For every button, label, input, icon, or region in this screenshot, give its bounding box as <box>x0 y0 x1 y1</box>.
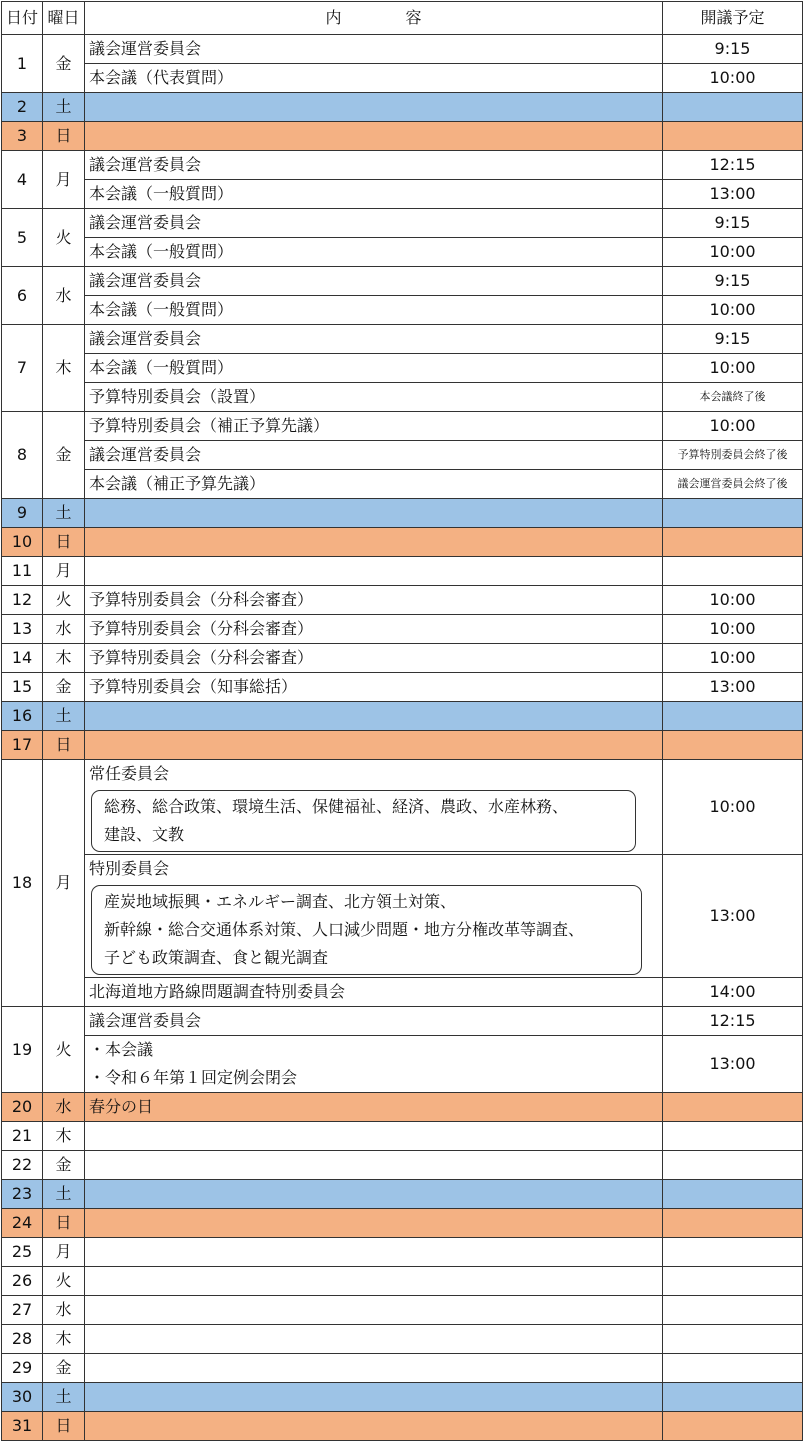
date-cell: 30 <box>2 1383 43 1412</box>
content-cell <box>85 122 663 151</box>
content-cell <box>85 557 663 586</box>
special-committee-bracket <box>91 885 642 975</box>
special-committee-line: 新幹線・総合交通体系対策、人口減少問題・地方分権改革等調査、 <box>104 920 585 939</box>
table-row <box>2 702 803 731</box>
date-cell: 27 <box>2 1296 43 1325</box>
date-cell: 21 <box>2 1122 43 1151</box>
table-row <box>2 557 803 586</box>
content-cell: 予算特別委員会（補正予算先議） <box>85 412 663 441</box>
time-cell <box>663 1122 803 1151</box>
content-cell: 議会運営委員会 <box>85 441 663 470</box>
content-cell <box>85 1296 663 1325</box>
date-cell: 16 <box>2 702 43 731</box>
content-cell <box>85 1267 663 1296</box>
table-row <box>2 586 803 615</box>
time-cell: 9:15 <box>663 35 803 64</box>
time-cell: 9:15 <box>663 209 803 238</box>
special-committee-title: 特別委員会 <box>89 859 170 878</box>
content-cell <box>85 731 663 760</box>
weekday-cell: 木 <box>43 644 85 673</box>
time-cell <box>663 1267 803 1296</box>
time-cell: 12:15 <box>663 1007 803 1036</box>
content-cell <box>85 1354 663 1383</box>
content-cell: 予算特別委員会（設置） <box>85 383 663 412</box>
time-cell <box>663 1383 803 1412</box>
date-cell: 20 <box>2 1093 43 1122</box>
content-cell <box>85 1209 663 1238</box>
time-cell: 議会運営委員会終了後 <box>663 470 803 499</box>
table-row <box>2 731 803 760</box>
table-row <box>2 267 803 296</box>
time-cell: 10:00 <box>663 615 803 644</box>
weekday-cell: 日 <box>43 1209 85 1238</box>
standing-committee-title: 常任委員会 <box>89 764 170 783</box>
weekday-cell: 土 <box>43 702 85 731</box>
time-cell: 13:00 <box>663 855 803 978</box>
date-cell: 23 <box>2 1180 43 1209</box>
weekday-cell: 火 <box>43 209 85 267</box>
time-cell: 10:00 <box>663 586 803 615</box>
weekday-cell: 水 <box>43 615 85 644</box>
table-row <box>2 180 803 209</box>
content-cell <box>85 1412 663 1441</box>
content-cell: 本会議（一般質問） <box>85 354 663 383</box>
table-row <box>2 441 803 470</box>
weekday-cell: 金 <box>43 35 85 93</box>
header-row <box>2 2 803 35</box>
special-committee-cell <box>85 855 663 978</box>
table-row <box>2 1180 803 1209</box>
time-cell <box>663 93 803 122</box>
table-row <box>2 644 803 673</box>
table-row <box>2 93 803 122</box>
time-cell: 10:00 <box>663 64 803 93</box>
content-cell: 本会議（一般質問） <box>85 296 663 325</box>
time-cell: 10:00 <box>663 644 803 673</box>
time-cell <box>663 557 803 586</box>
time-cell <box>663 528 803 557</box>
time-cell: 10:00 <box>663 354 803 383</box>
weekday-cell: 月 <box>43 151 85 209</box>
date-cell: 10 <box>2 528 43 557</box>
content-cell: 議会運営委員会 <box>85 325 663 354</box>
weekday-cell: 木 <box>43 325 85 412</box>
content-cell <box>85 1238 663 1267</box>
content-cell: 議会運営委員会 <box>85 151 663 180</box>
date-cell: 3 <box>2 122 43 151</box>
content-cell: 北海道地方路線問題調査特別委員会 <box>85 978 663 1007</box>
content-cell <box>85 1122 663 1151</box>
time-cell: 13:00 <box>663 1036 803 1093</box>
table-row <box>2 528 803 557</box>
weekday-cell: 火 <box>43 1267 85 1296</box>
content-cell: 春分の日 <box>85 1093 663 1122</box>
weekday-cell: 土 <box>43 93 85 122</box>
content-cell: 本会議（一般質問） <box>85 238 663 267</box>
date-cell: 22 <box>2 1151 43 1180</box>
date-cell: 4 <box>2 151 43 209</box>
date-cell: 1 <box>2 35 43 93</box>
table-row <box>2 151 803 180</box>
weekday-cell: 水 <box>43 267 85 325</box>
weekday-cell: 月 <box>43 1238 85 1267</box>
weekday-cell: 火 <box>43 1007 85 1093</box>
table-row <box>2 412 803 441</box>
weekday-cell: 日 <box>43 1412 85 1441</box>
date-cell: 11 <box>2 557 43 586</box>
weekday-cell: 日 <box>43 528 85 557</box>
date-cell: 13 <box>2 615 43 644</box>
table-row <box>2 1412 803 1441</box>
time-cell: 9:15 <box>663 267 803 296</box>
plenary-line: ・令和６年第１回定例会閉会 <box>89 1068 298 1087</box>
table-row <box>2 296 803 325</box>
weekday-cell: 金 <box>43 1354 85 1383</box>
content-cell <box>85 1151 663 1180</box>
content-cell <box>85 1325 663 1354</box>
content-cell: 議会運営委員会 <box>85 267 663 296</box>
weekday-cell: 金 <box>43 1151 85 1180</box>
weekday-cell: 日 <box>43 122 85 151</box>
time-cell <box>663 1151 803 1180</box>
table-row <box>2 383 803 412</box>
date-cell: 5 <box>2 209 43 267</box>
content-cell <box>85 1383 663 1412</box>
content-cell: 議会運営委員会 <box>85 35 663 64</box>
time-cell: 10:00 <box>663 296 803 325</box>
content-cell: 予算特別委員会（知事総括） <box>85 673 663 702</box>
table-row <box>2 1093 803 1122</box>
content-cell: 本会議（代表質問） <box>85 64 663 93</box>
table-row <box>2 1151 803 1180</box>
date-cell: 17 <box>2 731 43 760</box>
special-committee-line: 産炭地域振興・エネルギー調査、北方領土対策、 <box>104 892 457 911</box>
standing-committee-line: 建設、文教 <box>104 825 185 844</box>
standing-committee-cell <box>85 760 663 855</box>
weekday-cell: 金 <box>43 412 85 499</box>
date-cell: 19 <box>2 1007 43 1093</box>
weekday-cell: 水 <box>43 1093 85 1122</box>
table-row <box>2 760 803 855</box>
header-content: 内 容 <box>85 2 663 35</box>
date-cell: 9 <box>2 499 43 528</box>
table-row <box>2 1383 803 1412</box>
table-row <box>2 1238 803 1267</box>
weekday-cell: 土 <box>43 1383 85 1412</box>
date-cell: 26 <box>2 1267 43 1296</box>
weekday-cell: 火 <box>43 586 85 615</box>
time-cell <box>663 1180 803 1209</box>
table-row <box>2 855 803 978</box>
weekday-cell: 土 <box>43 499 85 528</box>
table-row <box>2 325 803 354</box>
date-cell: 12 <box>2 586 43 615</box>
table-row <box>2 499 803 528</box>
weekday-cell: 土 <box>43 1180 85 1209</box>
time-cell: 9:15 <box>663 325 803 354</box>
date-cell: 29 <box>2 1354 43 1383</box>
table-row <box>2 1296 803 1325</box>
content-cell <box>85 528 663 557</box>
date-cell: 15 <box>2 673 43 702</box>
weekday-cell: 水 <box>43 1296 85 1325</box>
table-row <box>2 1354 803 1383</box>
time-cell <box>663 731 803 760</box>
content-cell <box>85 499 663 528</box>
time-cell <box>663 499 803 528</box>
time-cell: 13:00 <box>663 673 803 702</box>
date-cell: 6 <box>2 267 43 325</box>
table-row <box>2 470 803 499</box>
time-cell: 10:00 <box>663 238 803 267</box>
table-row <box>2 1036 803 1093</box>
table-row <box>2 35 803 64</box>
table-row <box>2 354 803 383</box>
time-cell <box>663 1354 803 1383</box>
table-row <box>2 673 803 702</box>
time-cell: 12:15 <box>663 151 803 180</box>
time-cell <box>663 1325 803 1354</box>
schedule-table <box>1 1 803 1441</box>
date-cell: 31 <box>2 1412 43 1441</box>
content-cell: 予算特別委員会（分科会審査） <box>85 615 663 644</box>
time-cell: 予算特別委員会終了後 <box>663 441 803 470</box>
content-cell: 予算特別委員会（分科会審査） <box>85 644 663 673</box>
table-row <box>2 1325 803 1354</box>
weekday-cell: 金 <box>43 673 85 702</box>
date-cell: 25 <box>2 1238 43 1267</box>
table-row <box>2 238 803 267</box>
time-cell <box>663 702 803 731</box>
weekday-cell: 日 <box>43 731 85 760</box>
table-row <box>2 209 803 238</box>
date-cell: 8 <box>2 412 43 499</box>
time-cell: 13:00 <box>663 180 803 209</box>
plenary-closing-cell <box>85 1036 663 1093</box>
table-row <box>2 978 803 1007</box>
content-cell: 本会議（一般質問） <box>85 180 663 209</box>
plenary-line: ・本会議 <box>89 1040 154 1059</box>
table-row <box>2 615 803 644</box>
header-time: 開議予定 <box>663 2 803 35</box>
table-row <box>2 64 803 93</box>
header-weekday: 曜日 <box>43 2 85 35</box>
time-cell: 10:00 <box>663 412 803 441</box>
standing-committee-line: 総務、総合政策、環境生活、保健福祉、経済、農政、水産林務、 <box>104 797 569 816</box>
time-cell <box>663 1296 803 1325</box>
table-row <box>2 122 803 151</box>
table-row <box>2 1209 803 1238</box>
time-cell <box>663 1093 803 1122</box>
content-cell: 議会運営委員会 <box>85 1007 663 1036</box>
time-cell <box>663 1209 803 1238</box>
special-committee-line: 子ども政策調査、食と観光調査 <box>104 948 329 967</box>
table-row <box>2 1007 803 1036</box>
time-cell <box>663 1238 803 1267</box>
time-cell <box>663 1412 803 1441</box>
time-cell <box>663 122 803 151</box>
weekday-cell: 木 <box>43 1325 85 1354</box>
table-row <box>2 1122 803 1151</box>
time-cell: 10:00 <box>663 760 803 855</box>
date-cell: 18 <box>2 760 43 1007</box>
date-cell: 14 <box>2 644 43 673</box>
content-cell <box>85 1180 663 1209</box>
time-cell: 本会議終了後 <box>663 383 803 412</box>
content-cell <box>85 93 663 122</box>
content-cell: 議会運営委員会 <box>85 209 663 238</box>
date-cell: 28 <box>2 1325 43 1354</box>
content-cell <box>85 702 663 731</box>
time-cell: 14:00 <box>663 978 803 1007</box>
weekday-cell: 月 <box>43 557 85 586</box>
content-cell: 本会議（補正予算先議） <box>85 470 663 499</box>
content-cell: 予算特別委員会（分科会審査） <box>85 586 663 615</box>
weekday-cell: 月 <box>43 760 85 1007</box>
weekday-cell: 木 <box>43 1122 85 1151</box>
table-row <box>2 1267 803 1296</box>
date-cell: 7 <box>2 325 43 412</box>
header-date: 日付 <box>2 2 43 35</box>
standing-committee-bracket <box>91 790 636 852</box>
date-cell: 24 <box>2 1209 43 1238</box>
date-cell: 2 <box>2 93 43 122</box>
